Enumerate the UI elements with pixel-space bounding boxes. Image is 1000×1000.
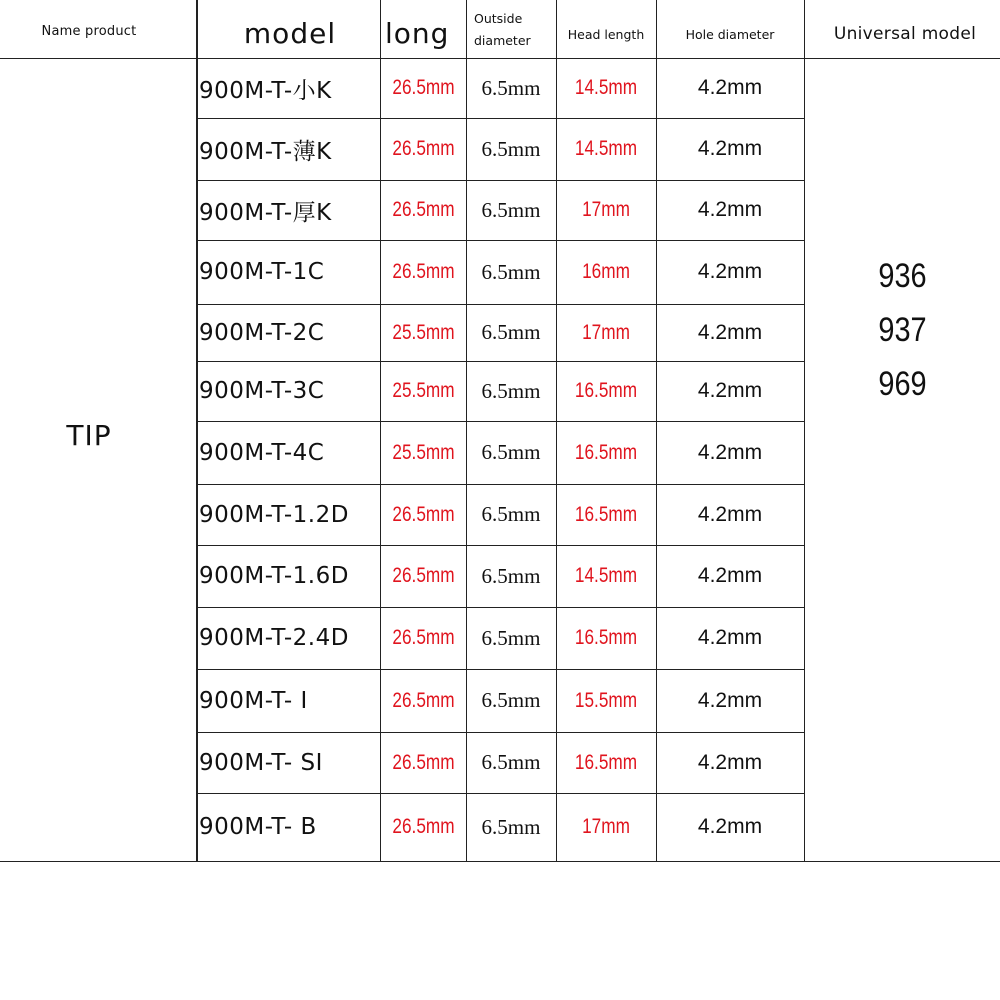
grid-horizontal-line bbox=[197, 669, 804, 670]
header-long: long bbox=[385, 16, 450, 50]
long-cell: 26.5mm bbox=[392, 502, 455, 526]
model-cell: 900M-T-1.6D bbox=[199, 563, 349, 589]
outside-diameter-cell: 6.5mm bbox=[481, 75, 541, 100]
hole-diameter-cell: 4.2mm bbox=[697, 320, 763, 344]
long-cell: 25.5mm bbox=[392, 379, 455, 402]
universal-model-1: 936 bbox=[878, 257, 927, 295]
hole-diameter-cell: 4.2mm bbox=[697, 379, 763, 402]
long-cell: 26.5mm bbox=[392, 137, 455, 160]
head-length-cell: 17mm bbox=[582, 320, 630, 344]
long-cell: 26.5mm bbox=[392, 688, 455, 712]
head-length-cell: 16.5mm bbox=[574, 379, 638, 402]
model-cell: 900M-T-3C bbox=[199, 378, 325, 404]
head-length-cell: 16.5mm bbox=[574, 440, 638, 464]
grid-horizontal-line bbox=[197, 421, 804, 422]
hole-diameter-cell: 4.2mm bbox=[697, 440, 763, 464]
head-length-cell: 16.5mm bbox=[574, 750, 638, 774]
grid-horizontal-line bbox=[197, 732, 804, 733]
model-cell: 900M-T-1C bbox=[199, 259, 325, 285]
outside-diameter-cell: 6.5mm bbox=[481, 750, 541, 774]
outside-diameter-cell: 6.5mm bbox=[481, 320, 541, 344]
long-cell: 26.5mm bbox=[392, 260, 455, 283]
grid-horizontal-line bbox=[0, 861, 1000, 862]
model-cell: 900M-T-小K bbox=[199, 77, 332, 104]
header-outside-diameter bbox=[466, 4, 556, 56]
grid-horizontal-line bbox=[197, 180, 804, 181]
grid-horizontal-line bbox=[0, 58, 1000, 59]
hole-diameter-cell: 4.2mm bbox=[697, 198, 763, 221]
hole-diameter-cell: 4.2mm bbox=[697, 137, 763, 160]
model-cell: 900M-T- B bbox=[199, 814, 317, 840]
model-cell: 900M-T- I bbox=[199, 687, 308, 714]
universal-model-list bbox=[820, 230, 986, 430]
outside-diameter-cell: 6.5mm bbox=[481, 563, 541, 588]
grid-horizontal-line bbox=[197, 240, 804, 241]
grid-horizontal-line bbox=[197, 793, 804, 794]
outside-diameter-cell: 6.5mm bbox=[481, 502, 541, 526]
outside-diameter-cell: 6.5mm bbox=[481, 197, 541, 222]
hole-diameter-cell: 4.2mm bbox=[697, 76, 763, 99]
grid-horizontal-line bbox=[197, 304, 804, 305]
product-name: TIP bbox=[66, 419, 112, 452]
model-cell: 900M-T-厚K bbox=[199, 199, 332, 226]
outside-diameter-cell: 6.5mm bbox=[481, 625, 541, 650]
head-length-cell: 14.5mm bbox=[574, 564, 638, 587]
grid-vertical-line bbox=[804, 0, 805, 861]
outside-diameter-cell: 6.5mm bbox=[481, 440, 541, 464]
model-cell: 900M-T-2.4D bbox=[199, 625, 349, 651]
long-cell: 26.5mm bbox=[392, 626, 455, 649]
header-outside-line2: diameter bbox=[474, 33, 531, 48]
outside-diameter-cell: 6.5mm bbox=[481, 378, 541, 403]
long-cell: 25.5mm bbox=[392, 440, 455, 464]
hole-diameter-cell: 4.2mm bbox=[697, 260, 763, 283]
grid-horizontal-line bbox=[197, 545, 804, 546]
grid-horizontal-line bbox=[197, 607, 804, 608]
model-cell: 900M-T-2C bbox=[199, 319, 325, 346]
hole-diameter-cell: 4.2mm bbox=[697, 626, 763, 649]
model-cell: 900M-T-1.2D bbox=[199, 501, 349, 528]
outside-diameter-cell: 6.5mm bbox=[481, 814, 541, 839]
head-length-cell: 17mm bbox=[582, 198, 630, 221]
hole-diameter-cell: 4.2mm bbox=[697, 688, 763, 712]
hole-diameter-cell: 4.2mm bbox=[697, 564, 763, 587]
header-outside-line1: Outside bbox=[474, 11, 523, 26]
head-length-cell: 17mm bbox=[582, 815, 630, 838]
hole-diameter-cell: 4.2mm bbox=[697, 502, 763, 526]
head-length-cell: 16.5mm bbox=[574, 502, 638, 526]
head-length-cell: 15.5mm bbox=[574, 688, 638, 712]
grid-horizontal-line bbox=[197, 361, 804, 362]
universal-model-3: 969 bbox=[878, 365, 927, 403]
grid-horizontal-line bbox=[197, 484, 804, 485]
long-cell: 25.5mm bbox=[392, 320, 455, 344]
universal-model-2: 937 bbox=[878, 311, 927, 349]
long-cell: 26.5mm bbox=[392, 815, 455, 838]
long-cell: 26.5mm bbox=[392, 750, 455, 774]
header-universal-model: Universal model bbox=[833, 24, 977, 44]
long-cell: 26.5mm bbox=[392, 76, 455, 99]
head-length-cell: 14.5mm bbox=[574, 76, 638, 99]
header-hole-diameter: Hole diameter bbox=[685, 26, 775, 42]
grid-horizontal-line bbox=[197, 118, 804, 119]
hole-diameter-cell: 4.2mm bbox=[697, 815, 763, 838]
head-length-cell: 16.5mm bbox=[574, 626, 638, 649]
long-cell: 26.5mm bbox=[392, 564, 455, 587]
outside-diameter-cell: 6.5mm bbox=[481, 688, 541, 712]
model-cell: 900M-T- SI bbox=[199, 749, 323, 776]
head-length-cell: 16mm bbox=[582, 260, 630, 283]
model-cell: 900M-T-薄K bbox=[199, 138, 332, 165]
header-model: model bbox=[243, 16, 337, 50]
header-name-product: Name product bbox=[41, 23, 137, 39]
head-length-cell: 14.5mm bbox=[574, 137, 638, 160]
hole-diameter-cell: 4.2mm bbox=[697, 750, 763, 774]
outside-diameter-cell: 6.5mm bbox=[481, 259, 541, 284]
outside-diameter-cell: 6.5mm bbox=[481, 136, 541, 161]
header-head-length: Head length bbox=[567, 26, 645, 42]
model-cell: 900M-T-4C bbox=[199, 439, 325, 466]
long-cell: 26.5mm bbox=[392, 198, 455, 221]
